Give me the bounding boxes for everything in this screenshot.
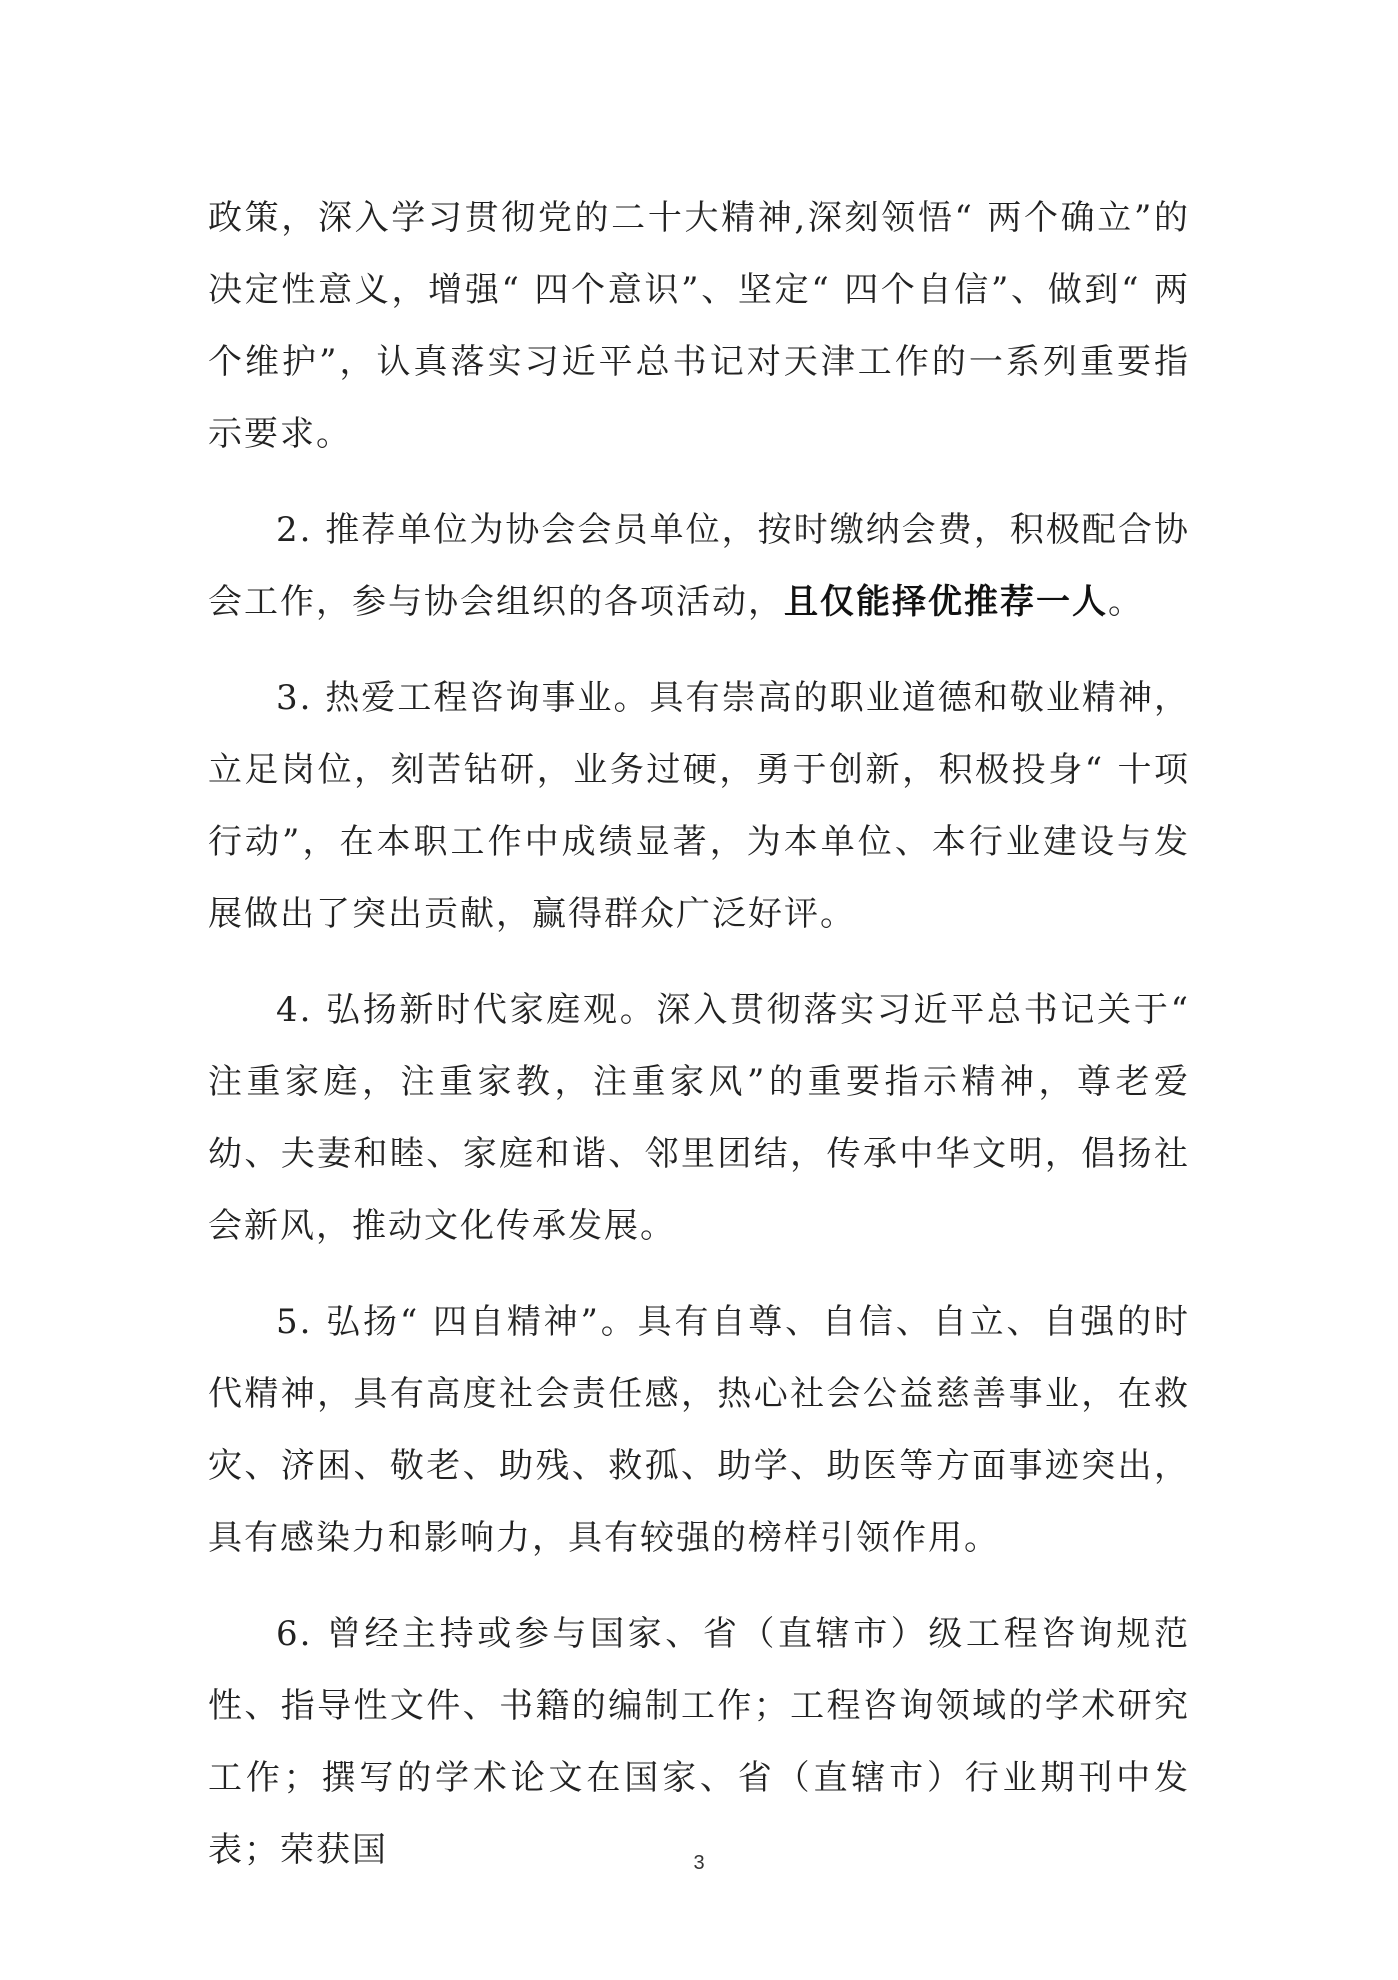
paragraph-item-6 [208, 1598, 1190, 1886]
paragraph-tail: 。 [1108, 582, 1144, 622]
page-number: 3 [693, 1852, 705, 1874]
paragraph-text: 2. 推荐单位为协会会员单位，按时缴纳会费，积极配合协会工作，参与协会组织的各项活动， [208, 510, 1190, 622]
paragraph-text: 5. 弘扬“ 四自精神”。具有自尊、自信、自立、自强的时代精神，具有高度社会责任感，热心社会公益慈善事业，在救灾、济困、敬老、助残、救孤、助学、助医等方面事迹突出，具有感染力和影响力，具有较强的榜样引领作用。 [208, 1302, 1190, 1558]
document-body [208, 182, 1190, 1910]
emphasized-text: 且仅能择优推荐一人 [784, 582, 1108, 622]
paragraph-item-3 [208, 662, 1190, 950]
paragraph-policy-continuation [208, 182, 1190, 470]
paragraph-text: 3. 热爱工程咨询事业。具有崇高的职业道德和敬业精神，立足岗位，刻苦钻研，业务过硬，勇于创新，积极投身“ 十项行动”，在本职工作中成绩显著，为本单位、本行业建设与发展做出了突出贡献，赢得群众广泛好评。 [208, 678, 1190, 934]
paragraph-item-5 [208, 1286, 1190, 1574]
paragraph-item-2 [208, 494, 1190, 638]
paragraph-text: 4. 弘扬新时代家庭观。深入贯彻落实习近平总书记关于“ 注重家庭，注重家教，注重家风”的重要指示精神，尊老爱幼、夫妻和睦、家庭和谐、邻里团结，传承中华文明，倡扬社会新风，推动文化传承发展。 [208, 990, 1190, 1246]
paragraph-text: 6. 曾经主持或参与国家、省（直辖市）级工程咨询规范性、指导性文件、书籍的编制工作；工程咨询领域的学术研究工作；撰写的学术论文在国家、省（直辖市）行业期刊中发表；荣获国 [208, 1614, 1190, 1870]
paragraph-text: 政策，深入学习贯彻党的二十大精神,深刻领悟“ 两个确立”的决定性意义，增强“ 四个意识”、坚定“ 四个自信”、做到“ 两个维护”，认真落实习近平总书记对天津工作的一系列重要指示要求。 [208, 198, 1190, 454]
paragraph-item-4 [208, 974, 1190, 1262]
